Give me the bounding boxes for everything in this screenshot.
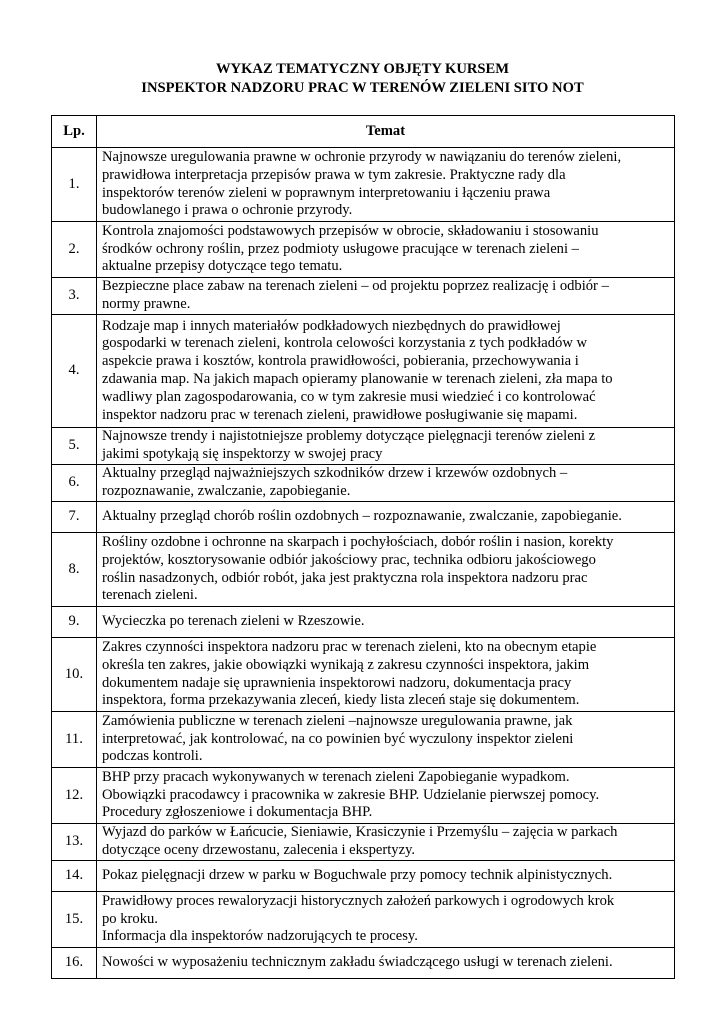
table-row <box>52 533 675 607</box>
topic-line: Informacja dla inspektorów nadzorujących te procesy. <box>102 928 418 945</box>
table-row <box>52 428 675 465</box>
topic-line: aspekcie prawa i kosztów, kontrola prawidłowości, pobierania, przechowywania i <box>102 353 579 370</box>
table-row <box>52 892 675 948</box>
table-row <box>52 278 675 315</box>
row-number: 12. <box>52 768 97 824</box>
topic-line: Obowiązki pracodawcy i pracownika w zakresie BHP. Udzielanie pierwszej pomocy. <box>102 786 600 803</box>
row-topic <box>97 861 675 892</box>
topic-line: aktualne przepisy dotyczące tego tematu. <box>102 258 343 275</box>
topic-line: Zamówienia publiczne w terenach zieleni –najnowsze uregulowania prawne, jak <box>102 712 573 729</box>
topic-line: projektów, kosztorysowanie odbiór jakościowy prac, technika odbioru jakościowego <box>102 551 596 568</box>
row-number: 7. <box>52 502 97 533</box>
topic-line: Rośliny ozdobne i ochronne na skarpach i pochyłościach, dobór roślin i nasion, korekty <box>102 533 614 550</box>
row-topic <box>97 824 675 861</box>
topic-line: wadliwy plan zagospodarowania, co w tym zakresie musi wiedzieć i co kontrolować <box>102 388 596 405</box>
topic-line: BHP przy pracach wykonywanych w terenach zieleni Zapobieganie wypadkom. <box>102 768 570 785</box>
topic-line: Prawidłowy proces rewaloryzacji historycznych założeń parkowych i ogrodowych krok <box>102 892 615 909</box>
table-row <box>52 502 675 533</box>
row-topic <box>97 222 675 278</box>
row-topic <box>97 892 675 948</box>
topic-line: interpretować, jak kontrolować, na co powinien być wyczulony inspektor zieleni <box>102 730 574 747</box>
topic-line: roślin nasadzonych, odbiór robót, jaka jest praktyczna rola inspektora nadzoru prac <box>102 569 588 586</box>
table-row <box>52 712 675 768</box>
row-topic <box>97 315 675 428</box>
row-number: 8. <box>52 533 97 607</box>
topic-line: po kroku. <box>102 910 158 927</box>
row-number: 5. <box>52 428 97 465</box>
topic-line: prawidłowa interpretacja przepisów prawa w tym zakresie. Praktyczne rady dla <box>102 166 566 183</box>
topic-line: Wycieczka po terenach zieleni w Rzeszowie. <box>102 613 365 630</box>
topic-line: Bezpieczne place zabaw na terenach zieleni – od projektu poprzez realizację i odbiór – <box>102 278 609 295</box>
row-topic <box>97 948 675 979</box>
row-topic <box>97 465 675 502</box>
topic-line: Zakres czynności inspektora nadzoru prac w terenach zieleni, kto na obecnym etapie <box>102 638 597 655</box>
topic-line: Nowości w wyposażeniu technicznym zakładu świadczącego usługi w terenach zieleni. <box>102 954 613 971</box>
row-topic <box>97 428 675 465</box>
table-row <box>52 607 675 638</box>
row-number: 13. <box>52 824 97 861</box>
topic-line: budowlanego i prawa o ochronie przyrody. <box>102 202 353 219</box>
table-row <box>52 861 675 892</box>
topic-line: jakimi spotykają się inspektorzy w swojej pracy <box>102 446 383 462</box>
row-topic <box>97 502 675 533</box>
topic-line: Kontrola znajomości podstawowych przepisów w obrocie, składowaniu i stosowaniu <box>102 222 599 239</box>
document-subtitle: INSPEKTOR NADZORU PRAC W TERENÓW ZIELENI SITO NOT <box>141 80 584 96</box>
row-number: 9. <box>52 607 97 638</box>
topic-line: Wyjazd do parków w Łańcucie, Sieniawie, Krasiczynie i Przemyślu – zajęcia w parkach <box>102 824 618 841</box>
column-header-lp: Lp. <box>52 116 97 148</box>
row-number: 2. <box>52 222 97 278</box>
document-title: WYKAZ TEMATYCZNY OBJĘTY KURSEM <box>215 61 510 77</box>
row-topic <box>97 278 675 315</box>
topic-line: inspektorów terenów zieleni w poprawnym interpretowaniu i łączeniu prawa <box>102 184 551 201</box>
table-row <box>52 222 675 278</box>
table-header-row <box>52 116 675 148</box>
column-header-topic: Temat <box>97 116 675 148</box>
row-number: 1. <box>52 148 97 222</box>
topic-line: inspektor nadzoru prac w terenach zieleni, prawidłowe posługiwanie się mapami. <box>102 406 578 423</box>
topic-line: Najnowsze uregulowania prawne w ochronie przyrody w nawiązaniu do terenów zieleni, <box>102 148 622 165</box>
row-number: 15. <box>52 892 97 948</box>
topic-line: Procedury zgłoszeniowe i dokumentacja BHP. <box>102 804 373 821</box>
topic-line: dotyczące oceny drzewostanu, zalecenia i ekspertyzy. <box>102 842 416 858</box>
topics-table <box>51 115 675 979</box>
topic-line: gospodarki w terenach zieleni, kontrola celowości korzystania z tych podkładów w <box>102 335 588 352</box>
topic-line: rozpoznawanie, zwalczanie, zapobieganie. <box>102 483 351 499</box>
row-topic <box>97 712 675 768</box>
topic-line: Najnowsze trendy i najistotniejsze problemy dotyczące pielęgnacji terenów zieleni z <box>102 428 596 445</box>
row-topic <box>97 533 675 607</box>
table-row <box>52 465 675 502</box>
row-topic <box>97 768 675 824</box>
table-row <box>52 148 675 222</box>
topic-line: zdawania map. Na jakich mapach opieramy planowanie w terenach zieleni, zła mapa to <box>102 371 613 387</box>
topic-line: terenach zieleni. <box>102 587 198 604</box>
topic-line: inspektora, forma przekazywania zleceń, kiedy lista zleceń staje się dokumentem. <box>102 692 580 709</box>
row-number: 3. <box>52 278 97 315</box>
row-number: 11. <box>52 712 97 768</box>
topic-line: środków ochrony roślin, przez podmioty usługowe pracujące w terenach zieleni – <box>102 240 579 257</box>
table-row <box>52 768 675 824</box>
topic-line: określa ten zakres, jakie obowiązki wynikają z zakresu czynności inspektora, jakim <box>102 656 590 673</box>
topic-line: Aktualny przegląd najważniejszych szkodników drzew i krzewów ozdobnych – <box>102 465 568 482</box>
row-number: 4. <box>52 315 97 428</box>
topic-line: Aktualny przegląd chorób roślin ozdobnych – rozpoznawanie, zwalczanie, zapobieganie. <box>102 508 622 525</box>
row-topic <box>97 607 675 638</box>
document-header <box>0 60 725 98</box>
table-row <box>52 948 675 979</box>
row-number: 10. <box>52 638 97 712</box>
table-row <box>52 315 675 428</box>
topic-line: dokumentem nadaje się uprawnienia inspektorowi nadzoru, dokumentacja pracy <box>102 674 572 691</box>
table-row <box>52 824 675 861</box>
row-number: 6. <box>52 465 97 502</box>
row-number: 14. <box>52 861 97 892</box>
topic-line: normy prawne. <box>102 296 191 312</box>
row-topic <box>97 148 675 222</box>
topic-line: podczas kontroli. <box>102 748 203 765</box>
topic-line: Pokaz pielęgnacji drzew w parku w Boguchwale przy pomocy technik alpinistycznych. <box>102 867 613 884</box>
topic-line: Rodzaje map i innych materiałów podkładowych niezbędnych do prawidłowej <box>102 317 561 334</box>
row-number: 16. <box>52 948 97 979</box>
table-row <box>52 638 675 712</box>
row-topic <box>97 638 675 712</box>
